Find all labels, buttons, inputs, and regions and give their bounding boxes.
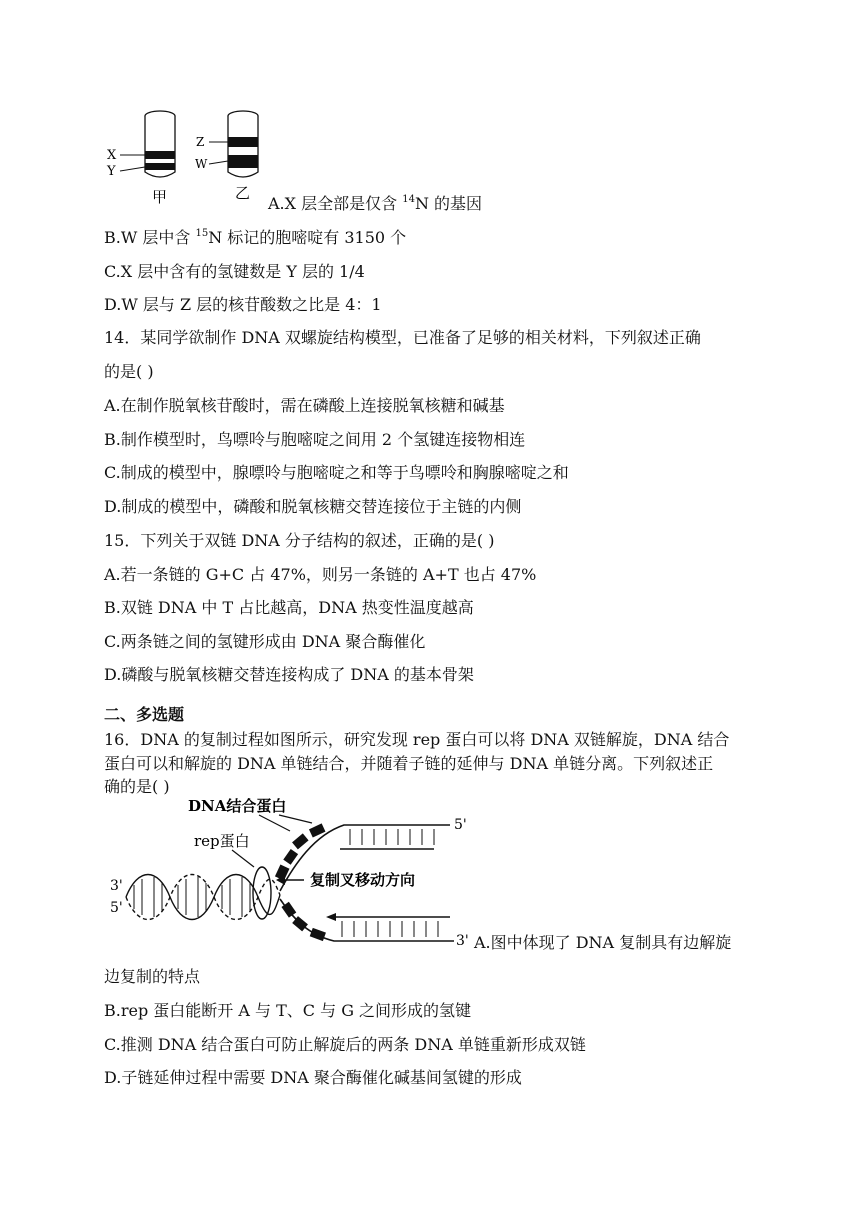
lower-template-strand bbox=[280, 899, 454, 941]
label-fork-direction: 复制叉移动方向 bbox=[310, 871, 416, 889]
label-dna-binding-protein: DNA结合蛋白 bbox=[188, 797, 287, 815]
q16-option-c: C.推测 DNA 结合蛋白可防止解旋后的两条 DNA 单链重新形成双链 bbox=[104, 1035, 586, 1054]
caption-jia: 甲 bbox=[152, 188, 168, 206]
band-z bbox=[228, 137, 258, 147]
section-title-multiple-choice: 二、多选题 bbox=[104, 705, 185, 724]
end-5-right: 5' bbox=[454, 817, 467, 833]
q13-option-c: C.X 层中含有的氢键数是 Y 层的 1/4 bbox=[104, 262, 365, 281]
tube-jia bbox=[145, 111, 175, 177]
q16-option-d: D.子链延伸过程中需要 DNA 聚合酶催化碱基间氢键的形成 bbox=[104, 1068, 522, 1087]
label-y: Y bbox=[107, 164, 116, 179]
parent-double-helix bbox=[126, 875, 280, 920]
label-x: X bbox=[107, 148, 117, 163]
q13-option-a: A.X 层全部是仅含 $^{14}$N 的基因 bbox=[268, 193, 483, 213]
end-3-right: 3' bbox=[456, 933, 469, 949]
q16-option-a-part1: A.图中体现了 DNA 复制具有边解旋 bbox=[474, 933, 732, 952]
q14-stem-line2: 的是( ) bbox=[104, 362, 154, 381]
end-3-left: 3' bbox=[110, 878, 123, 894]
tube-yi bbox=[228, 111, 258, 177]
label-rep-protein: rep蛋白 bbox=[194, 832, 250, 850]
dna-replication-figure bbox=[104, 795, 474, 955]
label-w: W bbox=[195, 157, 208, 171]
band-w bbox=[228, 155, 258, 168]
caption-yi: 乙 bbox=[235, 184, 251, 202]
q14-option-c: C.制成的模型中，腺嘌呤与胞嘧啶之和等于鸟嘌呤和胸腺嘧啶之和 bbox=[104, 463, 569, 482]
q14-stem-line1: 14．某同学欲制作 DNA 双螺旋结构模型，已准备了足够的相关材料，下列叙述正确 bbox=[104, 328, 701, 347]
end-5-left: 5' bbox=[110, 900, 123, 916]
band-x bbox=[145, 151, 175, 159]
q16-stem-line3: 确的是( ) bbox=[104, 777, 170, 796]
band-y bbox=[145, 163, 175, 170]
q16-stem-line2: 蛋白可以和解旋的 DNA 单链结合，并随着子链的延伸与 DNA 单链分离。下列叙述正 bbox=[104, 754, 714, 773]
q16-option-a-part2: 边复制的特点 bbox=[104, 967, 201, 986]
q16-option-b: B.rep 蛋白能断开 A 与 T、C 与 G 之间形成的氢键 bbox=[104, 1001, 472, 1020]
centrifuge-tubes-figure bbox=[104, 104, 274, 216]
q15-option-b: B.双链 DNA 中 T 占比越高，DNA 热变性温度越高 bbox=[104, 598, 474, 617]
q14-option-d: D.制成的模型中，磷酸和脱氧核糖交替连接位于主链的内侧 bbox=[104, 497, 522, 516]
q15-option-c: C.两条链之间的氢键形成由 DNA 聚合酶催化 bbox=[104, 632, 426, 651]
q15-stem: 15．下列关于双链 DNA 分子结构的叙述，正确的是( ) bbox=[104, 531, 495, 550]
q13-option-b: B.W 层中含 $^{15}$N 标记的胞嘧啶有 3150 个 bbox=[104, 227, 407, 247]
q13-option-d: D.W 层与 Z 层的核苷酸数之比是 4：1 bbox=[104, 295, 382, 314]
q15-option-a: A.若一条链的 G+C 占 47%，则另一条链的 A+T 也占 47% bbox=[104, 565, 537, 584]
label-z: Z bbox=[196, 135, 205, 149]
q15-option-d: D.磷酸与脱氧核糖交替连接构成了 DNA 的基本骨架 bbox=[104, 665, 474, 684]
q14-option-a: A.在制作脱氧核苷酸时，需在磷酸上连接脱氧核糖和碱基 bbox=[104, 396, 505, 415]
q14-option-b: B.制作模型时，鸟嘌呤与胞嘧啶之间用 2 个氢键连接物相连 bbox=[104, 430, 526, 449]
q16-stem-line1: 16．DNA 的复制过程如图所示，研究发现 rep 蛋白可以将 DNA 双链解旋，DNA 结合 bbox=[104, 730, 730, 749]
